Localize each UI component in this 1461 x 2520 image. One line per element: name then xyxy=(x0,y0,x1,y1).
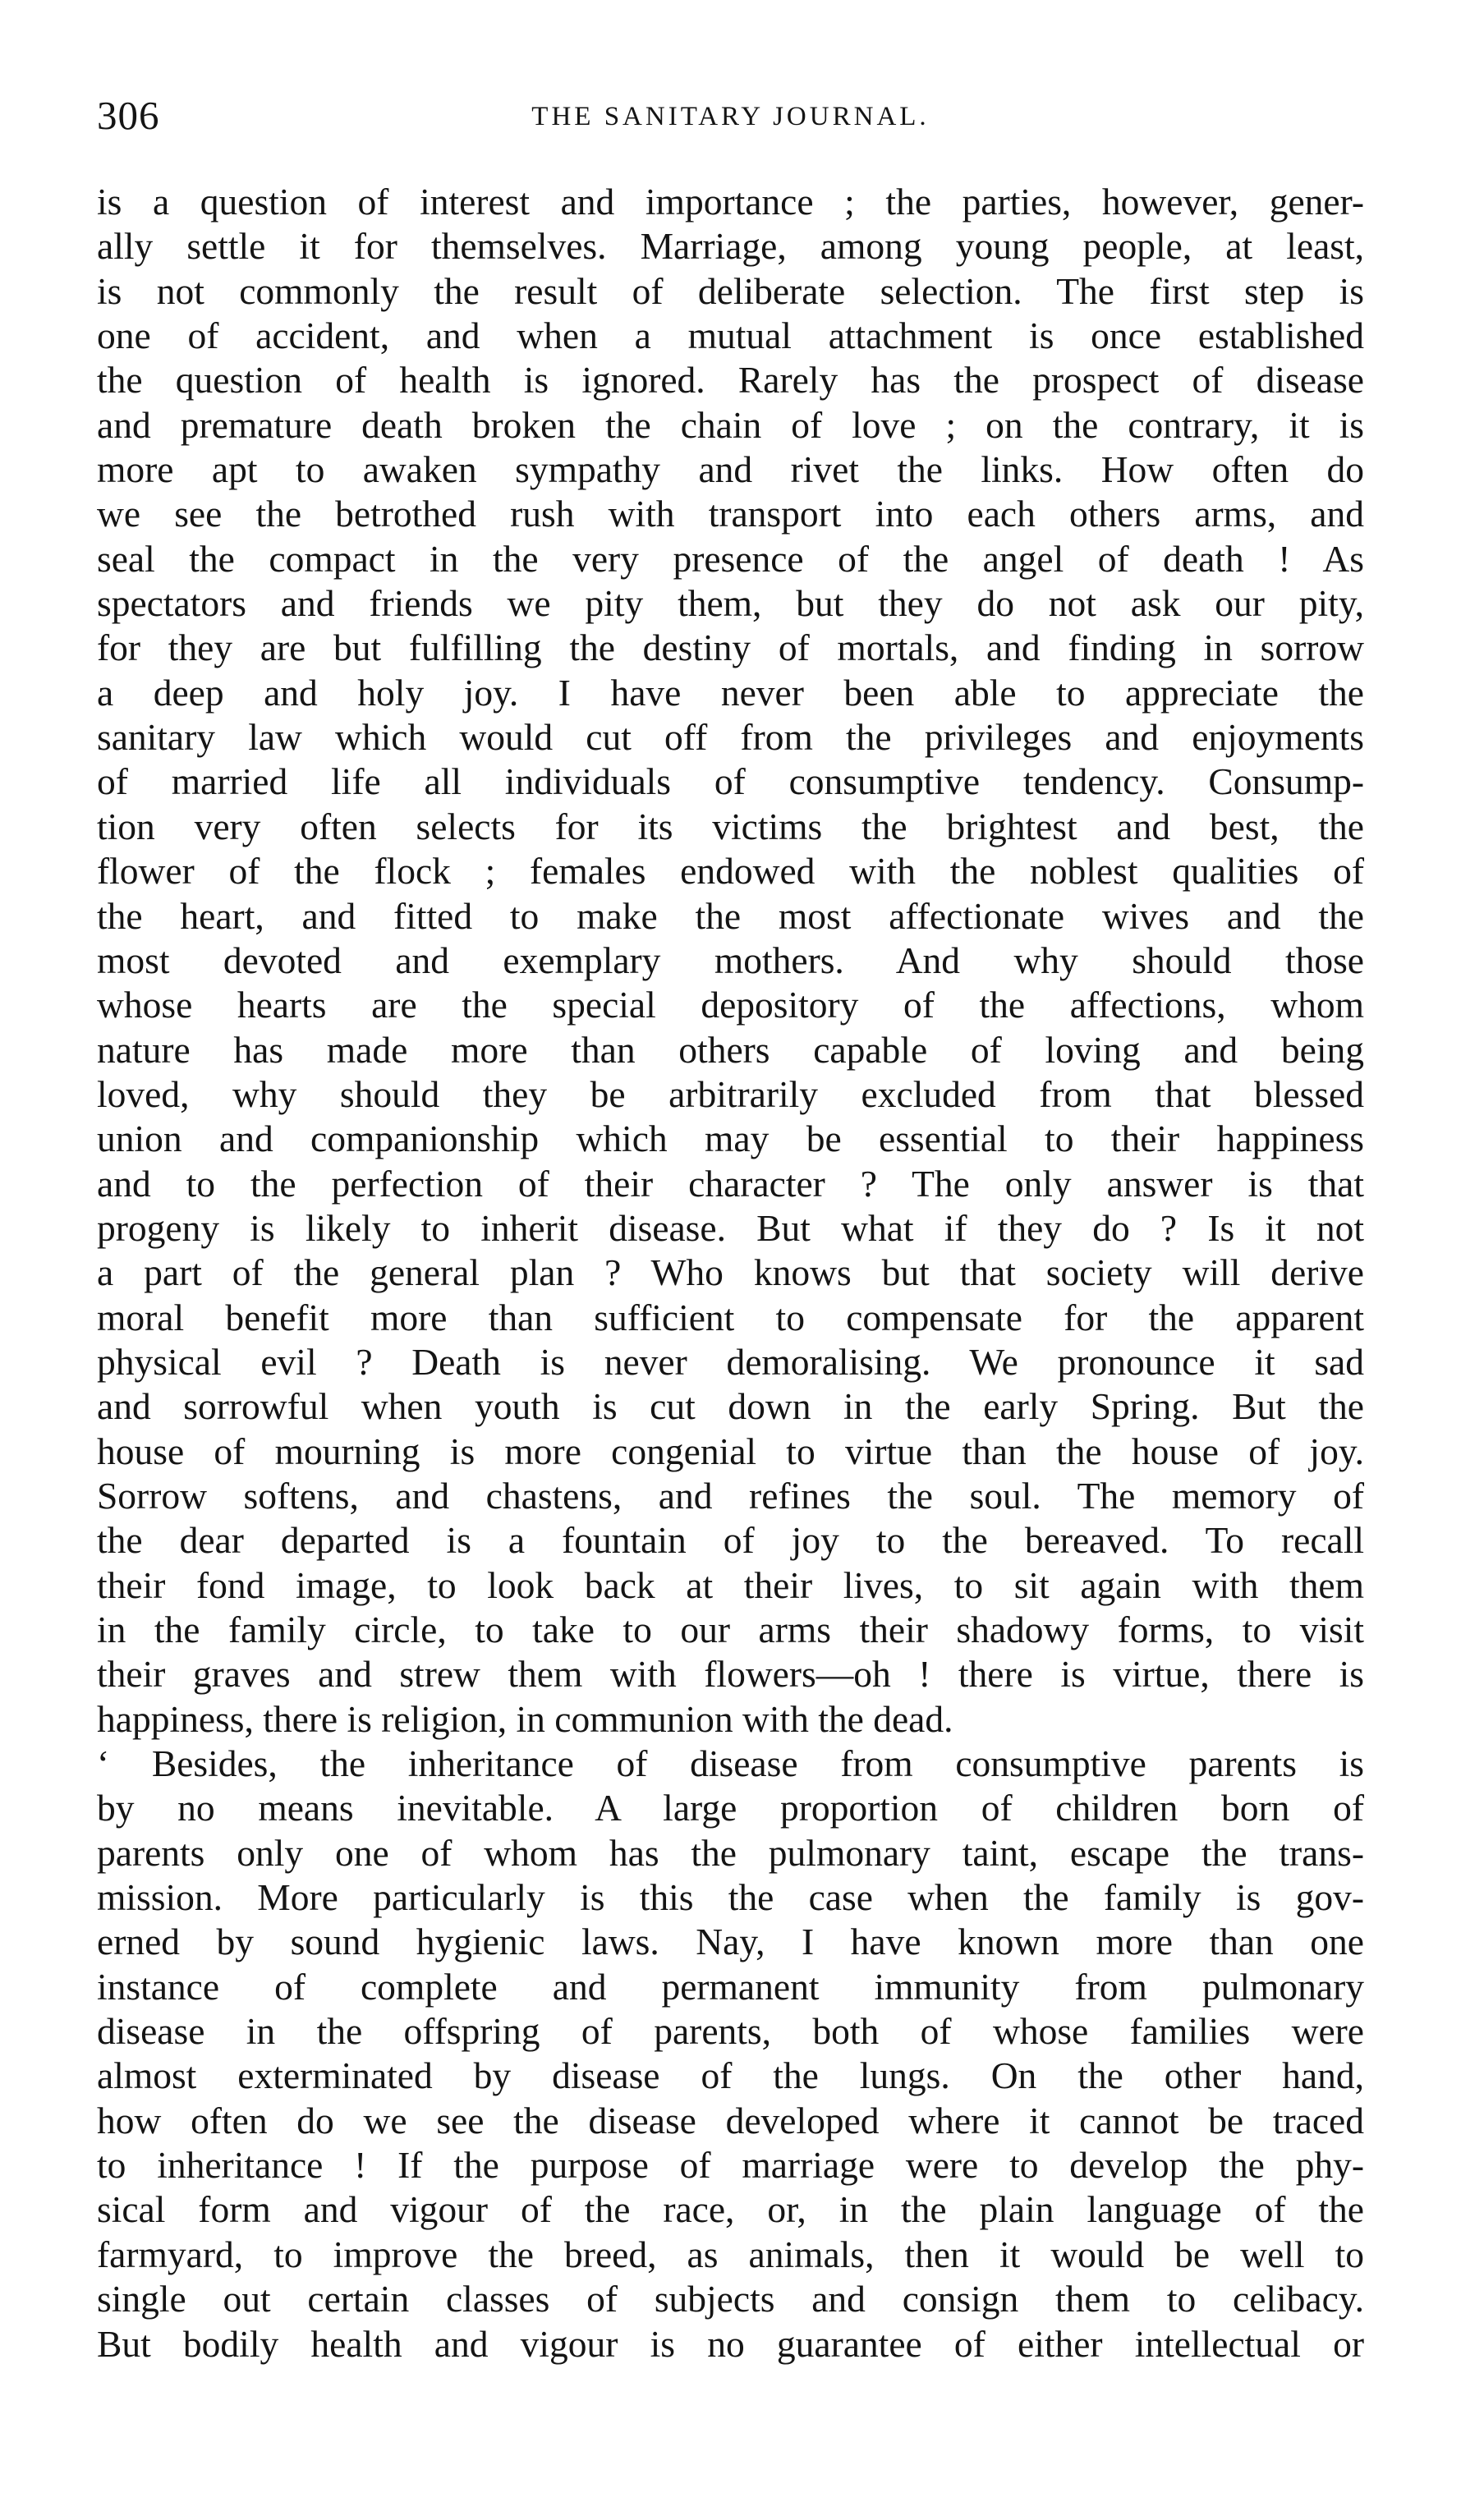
text-line: flower of the flock ; females endowed with the noblest qualities of xyxy=(97,850,1364,893)
text-line: disease in the offspring of parents, both of whose families were xyxy=(97,2010,1364,2053)
text-line: and to the perfection of their character ? The only answer is that xyxy=(97,1162,1364,1205)
text-line: how often do we see the disease developed where it cannot be traced xyxy=(97,2099,1364,2141)
text-line: most devoted and exemplary mothers. And why should those xyxy=(97,939,1364,981)
text-line: erned by sound hygienic laws. Nay, I have known more than one xyxy=(97,1921,1364,1963)
paragraph-end-line: happiness, there is religion, in communion with the dead. xyxy=(97,1697,953,1740)
running-head xyxy=(97,92,1364,141)
text-line: is a question of interest and importance ; the parties, however, gener- xyxy=(97,181,1364,223)
text-line: to inheritance ! If the purpose of marriage were to develop the phy- xyxy=(97,2144,1364,2187)
text-line: loved, why should they be arbitrarily excluded from that blessed xyxy=(97,1072,1364,1115)
body-text xyxy=(97,180,1364,2366)
page-number: 306 xyxy=(97,93,160,138)
text-line: and sorrowful when youth is cut down in the early Spring. But the xyxy=(97,1385,1364,1428)
text-line: physical evil ? Death is never demoralising. We pronounce it sad xyxy=(97,1340,1364,1383)
text-line: ally settle it for themselves. Marriage, among young people, at least, xyxy=(97,225,1364,268)
text-line: whose hearts are the special depository of the affections, whom xyxy=(97,984,1364,1026)
text-line: seal the compact in the very presence of the angel of death ! As xyxy=(97,537,1364,580)
text-line: mission. More particularly is this the case when the family is gov- xyxy=(97,1876,1364,1919)
text-line: parents only one of whom has the pulmonary taint, escape the trans- xyxy=(97,1831,1364,1874)
text-line: their fond image, to look back at their lives, to sit again with them xyxy=(97,1563,1364,1606)
journal-title: THE SANITARY JOURNAL. xyxy=(531,102,930,131)
text-line: farmyard, to improve the breed, as animals, then it would be well to xyxy=(97,2233,1364,2275)
text-line: a deep and holy joy. I have never been able to appreciate the xyxy=(97,671,1364,714)
text-line: But bodily health and vigour is no guarantee of either intellectual or xyxy=(97,2322,1364,2365)
text-line: and premature death broken the chain of love ; on the contrary, it is xyxy=(97,403,1364,446)
text-line: union and companionship which may be essential to their happiness xyxy=(97,1118,1364,1160)
text-line: nature has made more than others capable of loving and being xyxy=(97,1028,1364,1071)
text-line: their graves and strew them with flowers—oh ! there is virtue, there is xyxy=(97,1653,1364,1696)
text-line: instance of complete and permanent immunity from pulmonary xyxy=(97,1965,1364,2008)
text-line: spectators and friends we pity them, but they do not ask our pity, xyxy=(97,582,1364,625)
text-line: sanitary law which would cut off from the privileges and enjoyments xyxy=(97,716,1364,759)
text-line: of married life all individuals of consumptive tendency. Consump- xyxy=(97,760,1364,803)
text-line: ‘ Besides, the inheritance of disease from consumptive parents is xyxy=(97,1742,1364,1785)
text-line: is not commonly the result of deliberate selection. The first step is xyxy=(97,269,1364,312)
text-line: moral benefit more than sufficient to compensate for the apparent xyxy=(97,1296,1364,1338)
text-line: almost exterminated by disease of the lungs. On the other hand, xyxy=(97,2054,1364,2097)
text-line: progeny is likely to inherit disease. But what if they do ? Is it not xyxy=(97,1206,1364,1249)
text-line: Sorrow softens, and chastens, and refines the soul. The memory of xyxy=(97,1474,1364,1517)
text-line: one of accident, and when a mutual attachment is once established xyxy=(97,314,1364,357)
text-line: a part of the general plan ? Who knows but that society will derive xyxy=(97,1251,1364,1294)
text-line: the heart, and fitted to make the most affectionate wives and the xyxy=(97,894,1364,937)
text-line: sical form and vigour of the race, or, in the plain language of the xyxy=(97,2188,1364,2231)
text-line: by no means inevitable. A large proportion of children born of xyxy=(97,1787,1364,1829)
text-line: in the family circle, to take to our arms their shadowy forms, to visit xyxy=(97,1609,1364,1650)
text-line: more apt to awaken sympathy and rivet the links. How often do xyxy=(97,448,1364,491)
text-line: we see the betrothed rush with transport into each others arms, and xyxy=(97,493,1364,535)
text-line: house of mourning is more congenial to virtue than the house of joy. xyxy=(97,1430,1364,1472)
text-line: single out certain classes of subjects and consign them to celibacy. xyxy=(97,2278,1364,2320)
text-line: for they are but fulfilling the destiny of mortals, and finding in sorrow xyxy=(97,627,1364,669)
text-line: the dear departed is a fountain of joy to the bereaved. To recall xyxy=(97,1519,1364,1562)
text-line: tion very often selects for its victims the brightest and best, the xyxy=(97,805,1364,847)
text-line: the question of health is ignored. Rarely has the prospect of disease xyxy=(97,359,1364,402)
